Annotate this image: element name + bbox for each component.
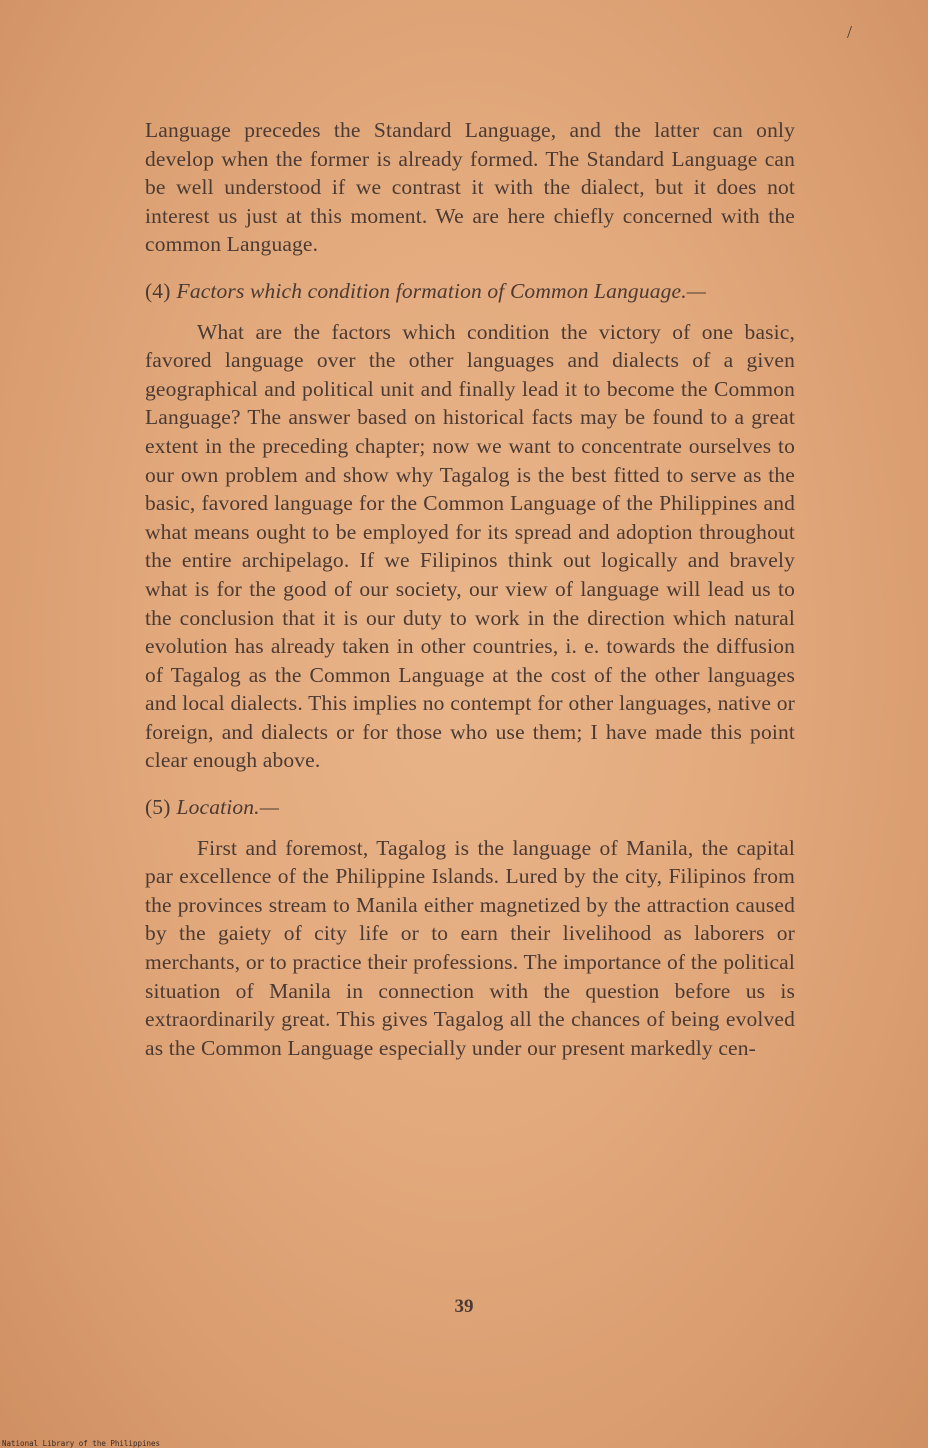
section-number: (5) xyxy=(145,795,171,820)
paragraph-continuation: Language precedes the Standard Language, and the latter can only develop when the former is already formed. The Standard Language can be well understood if we contrast it with the dialect, but it does not interest us just at this moment. We are here chiefly concerned with the common Language. xyxy=(145,118,795,257)
section-heading-4 xyxy=(145,277,795,306)
corner-mark: / xyxy=(846,22,852,42)
section-number: (4) xyxy=(145,278,171,303)
section-title: Location.— xyxy=(176,795,279,820)
paragraph-factors: What are the factors which condition the victory of one basic, favored language over the other languages and dialects of a given geographical and political unit and finally lead it to become the Common Language? The answer based on historical facts may be found to a great extent in the preceding chapter; now we want to concentrate ourselves to our own problem and show why Tagalog is the best fitted to serve as the basic, favored language for the Common Language of the Philippines and what means ought to be employed for its spread and adoption throughout the entire archipelago. If we Filipinos think out logically and bravely what is for the good of our society, our view of language will lead us to the conclusion that it is our duty to work in the direction which natural evolution has already taken in other countries, i. e. towards the diffusion of Tagalog as the Common Language at the cost of the other languages and local dialects. This implies no contempt for other languages, native or foreign, and dialects or for those who use them; I have made this point clear enough above. xyxy=(145,319,795,773)
footer-credit: National Library of the Philippines xyxy=(2,1439,161,1448)
paragraph-location: First and foremost, Tagalog is the language of Manila, the capital par excellence of the Philippine Islands. Lured by the city, Filipinos from the provinces stream to Manila either magnetized by the attraction caused by the gaiety of city life or to earn their livelihood as laborers or merchants, or to practice their professions. The importance of the political situation of Manila in connection with the question before us is extraordinarily great. This gives Tagalog all the chances of being evolved as the Common Language especially under our present markedly cen- xyxy=(145,835,795,1060)
section-heading-5 xyxy=(145,793,795,822)
section-title: Factors which condition formation of Common Language.— xyxy=(176,278,707,303)
page-number: 39 xyxy=(454,1296,474,1317)
page-body xyxy=(145,116,795,1062)
